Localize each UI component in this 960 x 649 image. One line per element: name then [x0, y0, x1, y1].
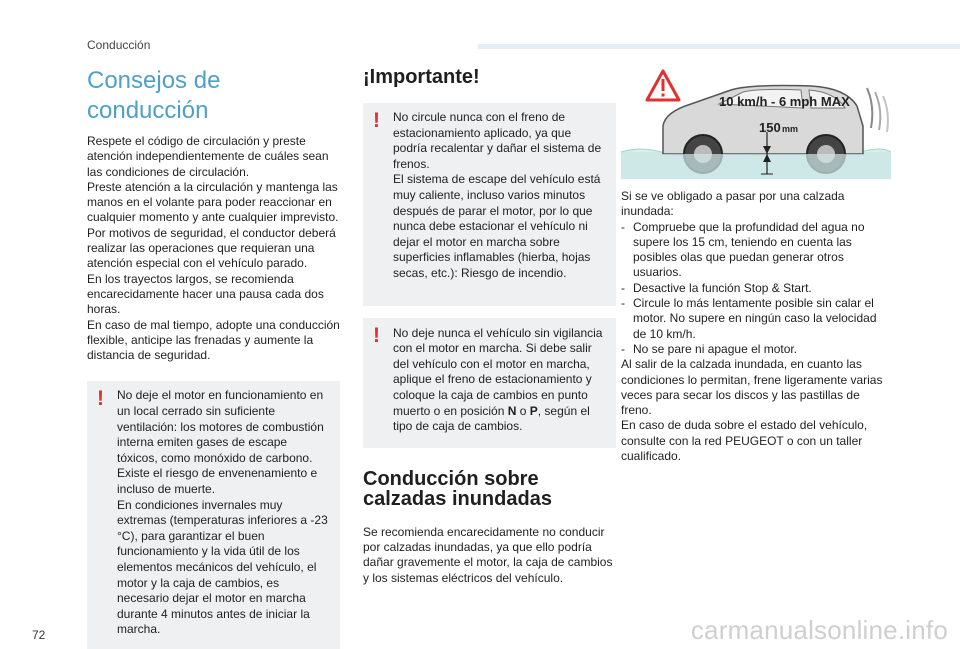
flooded-intro: Si se ve obligado a pasar por una calzada inundada: — [621, 189, 845, 219]
important-column — [363, 66, 616, 586]
flooded-roads-text: Se recomienda encarecidamente no conducir por calzadas inundadas, ya que ello podría dañar gravemente el motor, la caja de cambios y los sistemas eléctricos del vehículo. — [363, 524, 613, 585]
header-rule — [478, 44, 960, 49]
parking-brake-warning-box — [363, 103, 616, 306]
page-title: Consejos de conducción — [87, 67, 221, 124]
warning-text: No deje nunca el vehículo sin vigilancia con el motor en marcha. Si debe salir del vehículo con el motor en marcha, aplique el freno de estacionamiento y coloque la caja de cambios en punto muerto o en posición N o P, según el tipo de caja de cambios. — [393, 325, 603, 434]
unattended-warning-box — [363, 318, 616, 448]
bad-weather-paragraph: En caso de mal tiempo, adopte una conducción flexible, anticipe las frenadas y aumente la distancia de seguridad. — [87, 317, 340, 363]
warning-triangle-icon — [647, 71, 679, 100]
safety-paragraph: Por motivos de seguridad, el conductor deberá realizar las operaciones que requieran una atención especial con el vehículo parado. — [87, 225, 336, 271]
long-trips-paragraph: En los trayectos largos, se recomienda encarecidamente hacer una pausa cada dos horas. — [87, 271, 324, 317]
flooded-instructions-column — [621, 66, 893, 464]
list-item: - Circule lo más lentamente posible sin calar el motor. No supere en ningún caso la velocidad de 10 km/h. — [621, 296, 893, 342]
depth-unit-label: mm — [782, 124, 799, 134]
page-number: 72 — [32, 628, 46, 642]
warning-text: El sistema de escape del vehículo está muy caliente, incluso varios minutos después de parar el motor, por lo que nunca debe estacionar el vehículo ni dejar el motor en marcha sobre superficies inflamables (hierba, hojas secas, etc.): Riesgo de incendio. — [393, 172, 601, 280]
important-heading: ¡Importante! — [363, 66, 480, 88]
section-label: Conducción — [87, 38, 151, 52]
list-item: - No se pare ni apague el motor. — [621, 342, 893, 357]
flooded-roads-section — [363, 469, 616, 586]
flooded-steps-list — [621, 220, 893, 358]
warning-icon: ! — [373, 109, 380, 132]
list-item: - Compruebe que la profundidad del agua no supere los 15 cm, teniendo en cuenta las posibles olas que puedan generar otros usuarios. — [621, 220, 893, 281]
watermark: carmanualsonline.info — [690, 615, 948, 645]
warning-text: No circule nunca con el freno de estacionamiento aplicado, ya que podría recalentar y dañar el sistema de frenos. — [393, 110, 602, 171]
doubt-paragraph: En caso de duda sobre el estado del vehículo, consulte con la red PEUGEOT o con un taller cualificado. — [621, 418, 868, 464]
warning-text: En condiciones invernales muy extremas (temperaturas inferiores a -23 °C), para garantizar el buen funcionamiento y la vida útil de los elementos mecánicos del vehículo, el motor y la caja de cambios, es necesario dejar el motor en marcha durante 4 minutos antes de iniciar la marcha. — [117, 497, 328, 637]
flooded-roads-heading: Conducción sobre calzadas inundadas — [363, 467, 552, 510]
list-item: - Desactive la función Stop & Start. — [621, 281, 893, 296]
intro-paragraph: Respete el código de circulación y preste atención independientemente de cuáles sean las condiciones de circulación. — [87, 134, 329, 179]
warning-text: No deje el motor en funcionamiento en un local cerrado sin suficiente ventilación: los motores de combustión interna emiten gases de escape tóxicos, como monóxido de carbono. Existe el riesgo de envenenamiento e incluso de muerte. — [117, 388, 324, 497]
driving-advice-column — [87, 66, 340, 649]
warning-icon: ! — [97, 387, 104, 411]
flooded-road-illustration — [621, 66, 891, 179]
engine-warning-box — [87, 381, 340, 649]
attention-paragraph: Preste atención a la circulación y mantenga las manos en el volante para poder reaccionar en cualquier momento y ante cualquier imprevisto. — [87, 179, 339, 225]
depth-value-label: 150 — [759, 120, 781, 135]
speed-limit-label: 10 km/h - 6 mph MAX — [719, 94, 850, 109]
after-flood-paragraph: Al salir de la calzada inundada, en cuanto las condiciones lo permitan, frene ligeramente varias veces para secar los discos y las pastillas de freno. — [621, 357, 883, 418]
warning-icon: ! — [373, 323, 380, 347]
